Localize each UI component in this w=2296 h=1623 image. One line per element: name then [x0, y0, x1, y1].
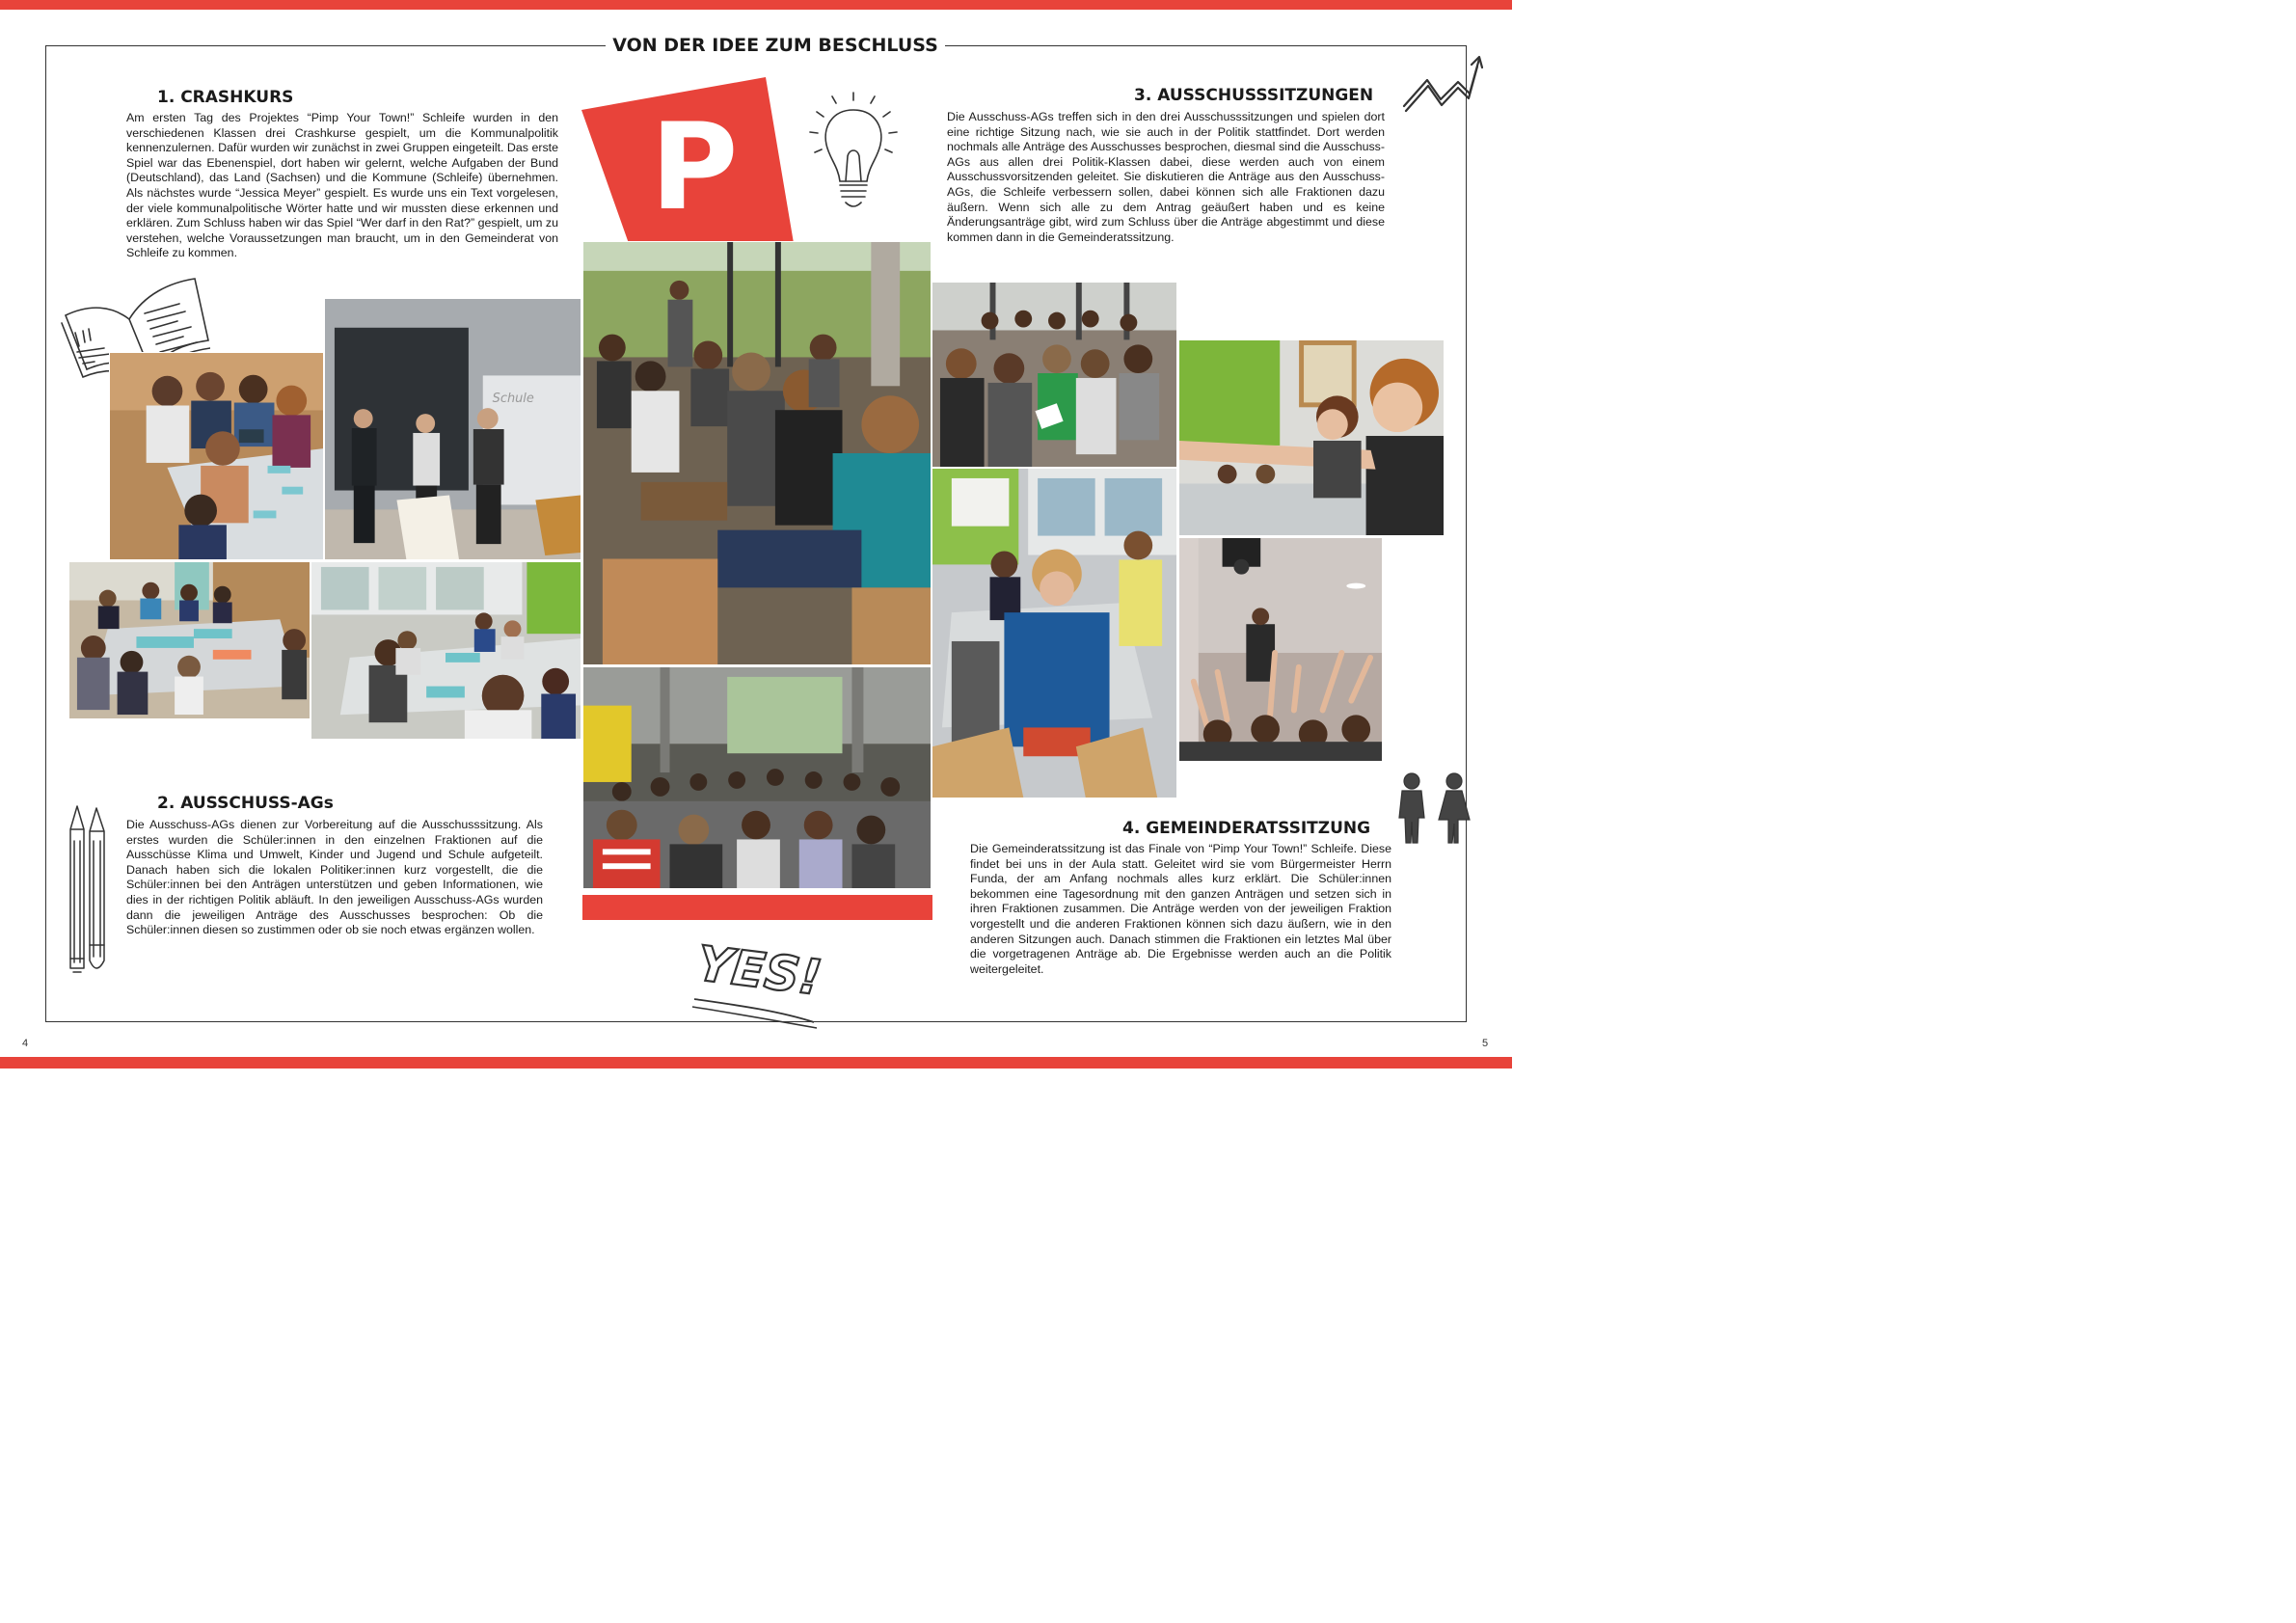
page-title: VON DER IDEE ZUM BESCHLUSS	[606, 33, 945, 58]
bottom-bar	[0, 1057, 1512, 1068]
yes-doodle	[687, 933, 826, 1030]
section-3-heading: 3. AUSSCHUSSSITZUNGEN	[1134, 86, 1374, 105]
photo-ausschusssitzung-boy	[932, 468, 1177, 798]
section-3-text: Die Ausschuss-AGs treffen sich in den drei Ausschusssitzungen und spielen dort eine richtige Sitzung nach, wie sie auch in der Politik stattfindet. Dort werden nochmals alle Anträge des Ausschusses besprochen, diesmal sind die Ausschuss-AGs aus allen drei Politik-Klassen dabei, diese werden auch von einem Ausschussvorsitzenden geleitet. Sie diskutieren die Anträge aus den Ausschuss-AGs, die Schleife verbessern sollen, dabei können sich alle Fraktionen dazu äußern. Wenn sich alle zu dem Antrag geäußert haben und es keine Änderungsanträge gibt, wird zum Schluss über die Anträge abgestimmt und diese kommen dann in die Gemeinderatssitzung.	[947, 110, 1385, 244]
photo-gemeinderatssitzung-aula	[582, 666, 932, 889]
section-4-text: Die Gemeinderatssitzung ist das Finale von “Pimp Your Town!” Schleife. Diese findet bei uns in der Aula statt. Geleitet wird sie vom Bürgermeister Herrn Funda, der am Anfang nochmals alles kurz erklärt. Die Schüler:innen bekommen eine Tagesordnung mit den ganzen Anträgen und setzen sich in ihren Fraktionen zusammen. Die Anträge werden von der jeweiligen Fraktion vorgestellt und die anderen Fraktionen können sich dazu äußern, wie in den anderen Sitzungen auch. Danach stimmen die Fraktionen ein letztes Mal über die vorgetragenen Anträge ab. Die Ergebnisse werden auch an die Politik weitergeleitet.	[970, 842, 1391, 976]
photo-ausschuss-ag-table	[68, 561, 311, 719]
photo-crashkurs-presentation	[324, 298, 581, 560]
top-bar	[0, 0, 1512, 10]
pencils-icon	[66, 802, 112, 978]
people-icon	[1392, 770, 1477, 847]
section-1-text: Am ersten Tag des Projektes “Pimp Your Town!” Schleife wurden in den verschiedenen Klassen drei Crashkurse gespielt, um die Kommunalpolitik kennenzulernen. Dafür wurden wir zunächst in zwei Gruppen eingeteilt. Das erste Spiel war das Ebenenspiel, dort haben wir gelernt, welche Aufgaben der Bund (Deutschland), das Land (Sachsen) und die Kommune (Schleife) übernehmen. Als nächstes wurde “Jessica Meyer” gespielt. Es wurde uns ein Text vorgelesen, der viele kommunalpolitische Wörter hatte und wir mussten diese erkennen und erklären. Zum Schluss haben wir das Spiel “Wer darf in den Rat?” gespielt, um zu verstehen, welche Voraussetzungen man braucht, um in den Gemeinderat von Schleife zu kommen.	[126, 111, 558, 260]
photo-ausschuss-ag-classroom	[311, 561, 581, 740]
section-1-heading: 1. CRASHKURS	[157, 88, 294, 107]
photo-gemeinderat-vote	[1178, 537, 1383, 762]
section-2-heading: 2. AUSSCHUSS-AGs	[157, 794, 334, 813]
trend-arrow-icon	[1402, 53, 1483, 116]
logo-letter: P	[650, 98, 739, 237]
whiteboard-text: Schule	[492, 392, 534, 407]
photo-ausschusssitzung-rows	[932, 282, 1177, 468]
yes-text: YES!	[693, 934, 825, 1007]
photo-crashkurs-table	[109, 352, 324, 560]
photo-ausschusssitzung-audience	[582, 241, 932, 665]
section-2-text: Die Ausschuss-AGs dienen zur Vorbereitung auf die Ausschusssitzung. Als erstes wurden die Schüler:innen in den einzelnen Fraktionen auf die Ausschüsse Klima und Umwelt, Kinder und Jugend und Schule aufgeteilt. Danach haben sich die lokalen Politiker:innen kurz vorgestellt, die die Schüler:innen bei den Anträgen unterstützen und geben Informationen, wie dies in der richtigen Politik abläuft. In den jeweiligen Ausschuss-AGs wurden dann die jeweiligen Anträge des Ausschusses besprochen: Ob die Schüler:innen diesen so zustimmen oder ob sie noch etwas ergänzen wollen.	[126, 818, 543, 937]
page-number-left: 4	[22, 1038, 29, 1049]
page-number-right: 5	[1482, 1038, 1489, 1049]
section-4-heading: 4. GEMEINDERATSSITZUNG	[1122, 819, 1371, 838]
accent-strip	[582, 895, 932, 920]
photo-gemeinderat-pointing	[1178, 339, 1445, 536]
lightbulb-icon	[805, 89, 902, 219]
